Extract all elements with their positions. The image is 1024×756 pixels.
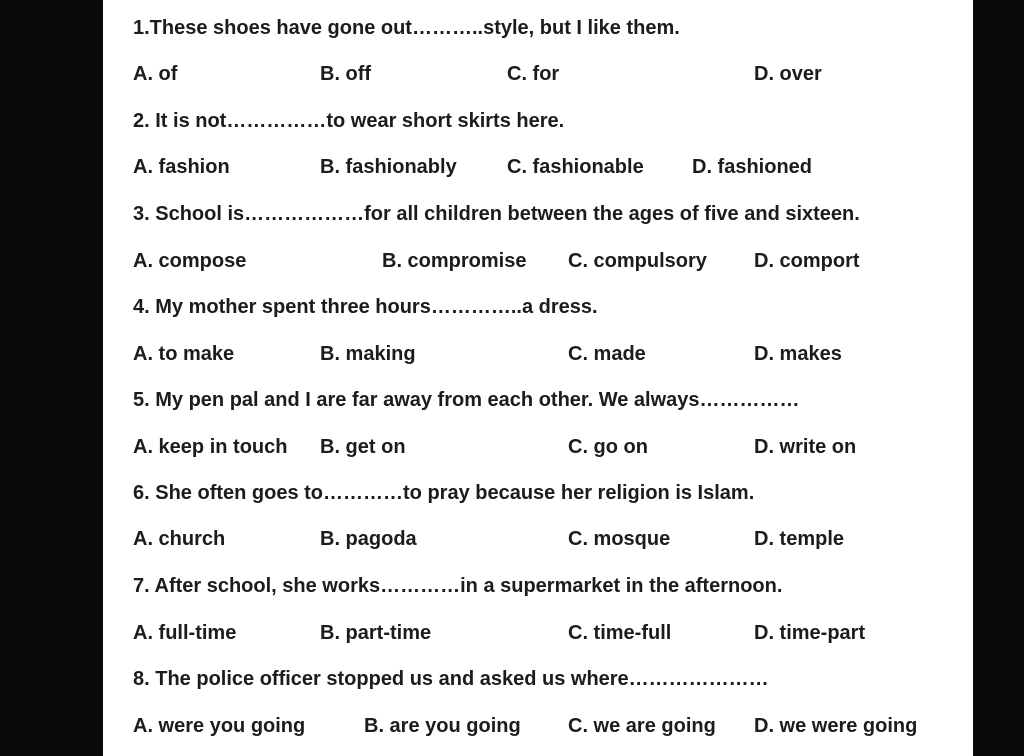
question-1-option-d: D. over [754, 63, 822, 85]
question-2-stem: 2. It is not……………to wear short skirts here. [133, 110, 565, 132]
question-5-stem: 5. My pen pal and I are far away from each other. We always…………… [133, 389, 800, 411]
left-black-margin [0, 0, 103, 756]
question-2-option-a: A. fashion [133, 156, 230, 178]
question-3-option-a: A. compose [133, 250, 247, 272]
question-8-option-c: C. we are going [568, 715, 716, 737]
question-2-option-b: B. fashionably [320, 156, 457, 178]
question-4-option-d: D. makes [754, 343, 842, 365]
question-4-option-b: B. making [320, 343, 416, 365]
question-1-option-a: A. of [133, 63, 178, 85]
question-6-option-c: C. mosque [568, 528, 671, 550]
question-1-option-c: C. for [507, 63, 560, 85]
question-2-option-c: C. fashionable [507, 156, 644, 178]
question-5-option-a: A. keep in touch [133, 436, 288, 458]
question-1-option-b: B. off [320, 63, 372, 85]
question-6-option-b: B. pagoda [320, 528, 417, 550]
question-5-option-c: C. go on [568, 436, 648, 458]
question-5-option-b: B. get on [320, 436, 406, 458]
question-8-option-b: B. are you going [364, 715, 521, 737]
question-7-stem: 7. After school, she works…………in a supermarket in the afternoon. [133, 575, 783, 597]
question-4-stem: 4. My mother spent three hours…………..a dress. [133, 296, 598, 318]
question-4-option-a: A. to make [133, 343, 235, 365]
question-6-option-d: D. temple [754, 528, 845, 550]
question-6-option-a: A. church [133, 528, 226, 550]
question-7-option-c: C. time-full [568, 622, 672, 644]
question-7-option-a: A. full-time [133, 622, 237, 644]
question-1-stem: 1.These shoes have gone out………..style, but I like them. [133, 17, 680, 39]
question-3-option-b: B. compromise [382, 250, 527, 272]
right-black-margin [973, 0, 1024, 756]
question-7-option-b: B. part-time [320, 622, 432, 644]
question-6-stem: 6. She often goes to…………to pray because her religion is Islam. [133, 482, 755, 504]
question-8-option-a: A. were you going [133, 715, 306, 737]
question-8-stem: 8. The police officer stopped us and asked us where………………… [133, 668, 769, 690]
question-3-option-c: C. compulsory [568, 250, 707, 272]
question-2-option-d: D. fashioned [692, 156, 813, 178]
question-4-option-c: C. made [568, 343, 646, 365]
question-8-option-d: D. we were going [754, 715, 918, 737]
question-3-option-d: D. comport [754, 250, 860, 272]
question-7-option-d: D. time-part [754, 622, 866, 644]
question-3-stem: 3. School is………………for all children between the ages of five and sixteen. [133, 203, 860, 225]
question-5-option-d: D. write on [754, 436, 857, 458]
